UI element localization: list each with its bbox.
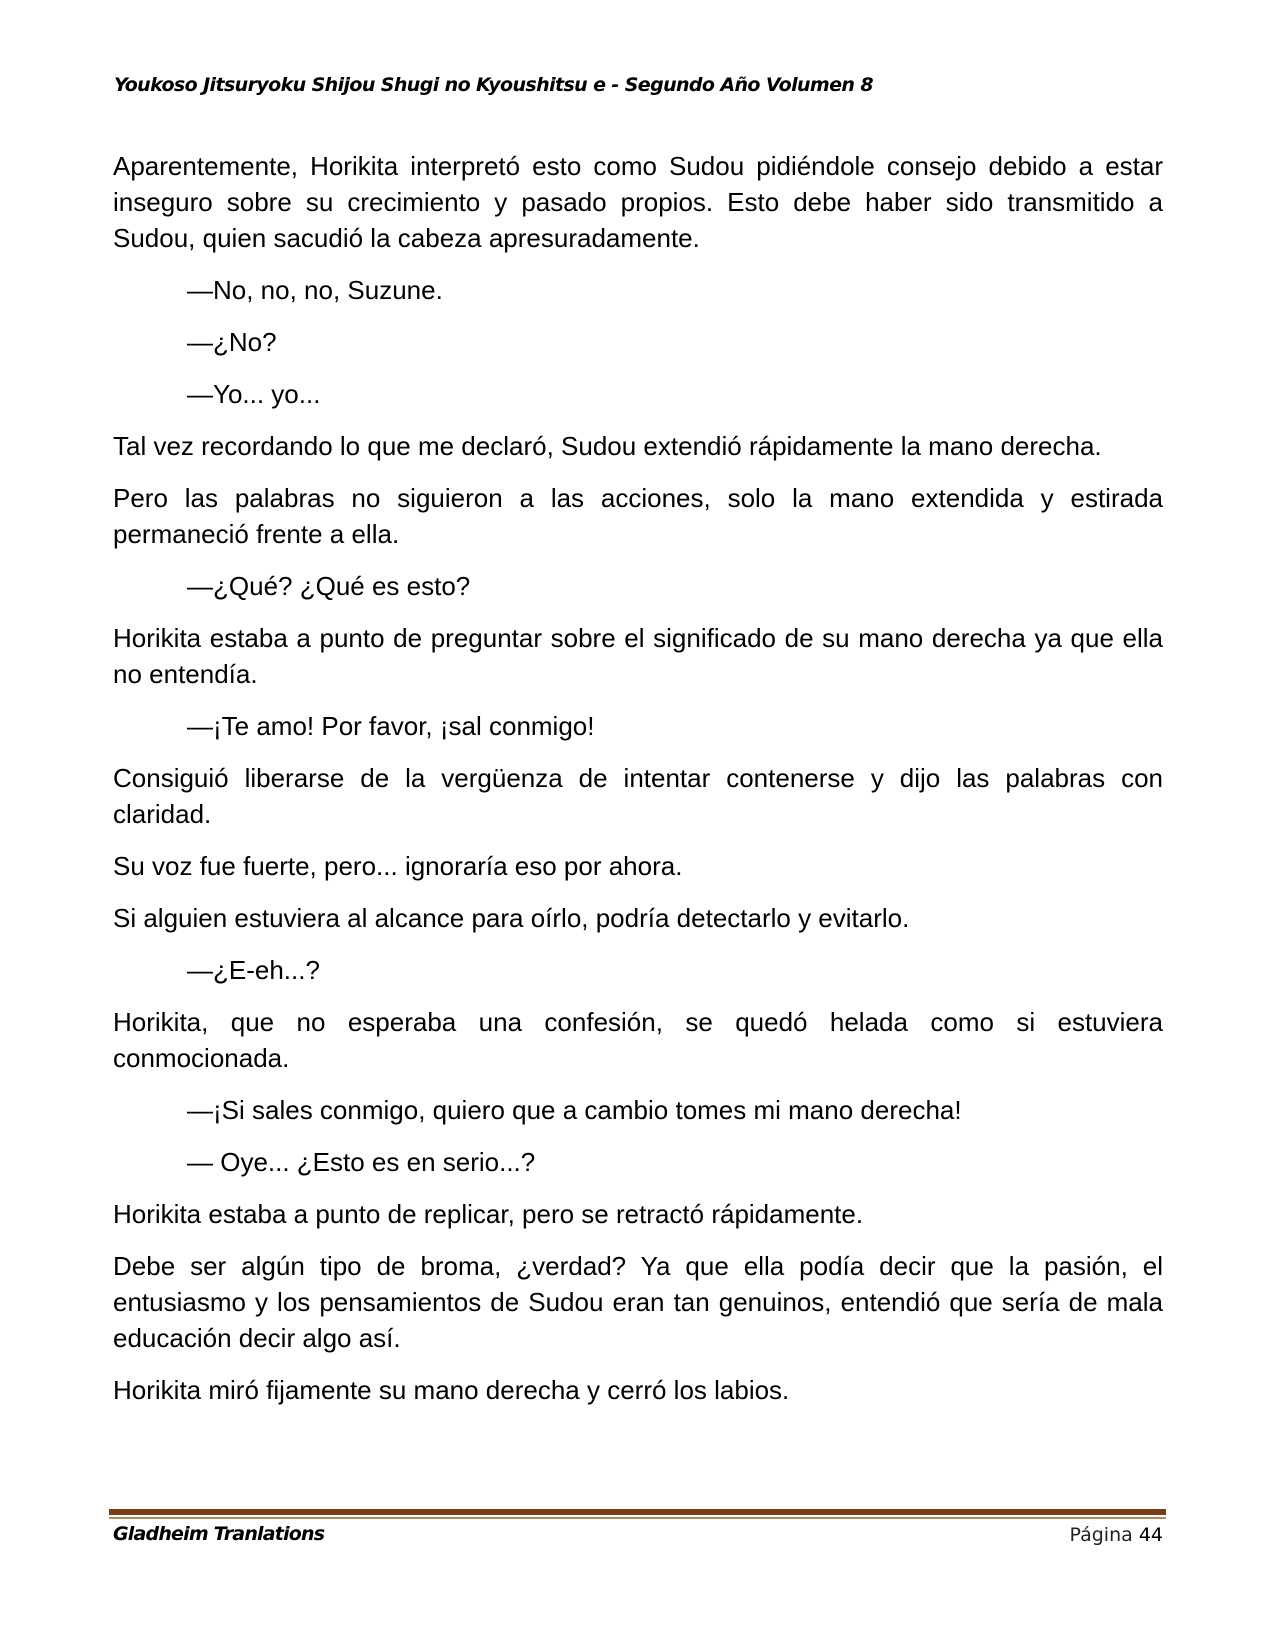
dialogue-line: — Oye... ¿Esto es en serio...? [187,1147,536,1177]
footer-divider [109,1509,1166,1519]
page-label: Página [1069,1524,1133,1546]
narration-paragraph: Horikita miró fijamente su mano derecha y cerró los labios. [113,1375,790,1405]
dialogue-line: —No, no, no, Suzune. [187,275,443,305]
narration-paragraph: Consiguió liberarse de la vergüenza de intentar contenerse y dijo las palabras con claridad. [113,763,1163,829]
dialogue-line: —¿Qué? ¿Qué es esto? [187,571,471,601]
narration-paragraph: Pero las palabras no siguieron a las acciones, solo la mano extendida y estirada permaneció frente a ella. [113,483,1163,549]
dialogue-line: —¡Si sales conmigo, quiero que a cambio tomes mi mano derecha! [187,1095,962,1125]
page-indicator [1069,1524,1163,1546]
publisher-name: Gladheim Tranlations [113,1523,325,1545]
dialogue-line: —Yo... yo... [187,379,321,409]
narration-paragraph: Horikita, que no esperaba una confesión, se quedó helada como si estuviera conmocionada. [113,1007,1163,1073]
page-body [113,148,1163,1424]
dialogue-line: —¡Te amo! Por favor, ¡sal conmigo! [187,711,595,741]
footer-divider-thin [109,1517,1166,1519]
dialogue-line: —¿E-eh...? [187,955,320,985]
dialogue-line: —¿No? [187,327,277,357]
narration-paragraph: Aparentemente, Horikita interpretó esto como Sudou pidiéndole consejo debido a estar inseguro sobre su crecimiento y pasado propios. Esto debe haber sido transmitido a Sudou, quien sacudió la cabeza apresuradamente. [113,151,1163,253]
page-number: 44 [1138,1524,1163,1546]
narration-paragraph: Horikita estaba a punto de replicar, pero se retractó rápidamente. [113,1199,864,1229]
running-header: Youkoso Jitsuryoku Shijou Shugi no Kyoushitsu e - Segundo Año Volumen 8 [114,74,873,96]
narration-paragraph: Su voz fue fuerte, pero... ignoraría eso por ahora. [113,851,683,881]
narration-paragraph: Tal vez recordando lo que me declaró, Sudou extendió rápidamente la mano derecha. [113,431,1102,461]
narration-paragraph: Debe ser algún tipo de broma, ¿verdad? Ya que ella podía decir que la pasión, el entusiasmo y los pensamientos de Sudou eran tan genuinos, entendió que sería de mala educación decir algo así. [113,1251,1163,1353]
narration-paragraph: Si alguien estuviera al alcance para oírlo, podría detectarlo y evitarlo. [113,903,910,933]
narration-paragraph: Horikita estaba a punto de preguntar sobre el significado de su mano derecha ya que ella no entendía. [113,623,1163,689]
